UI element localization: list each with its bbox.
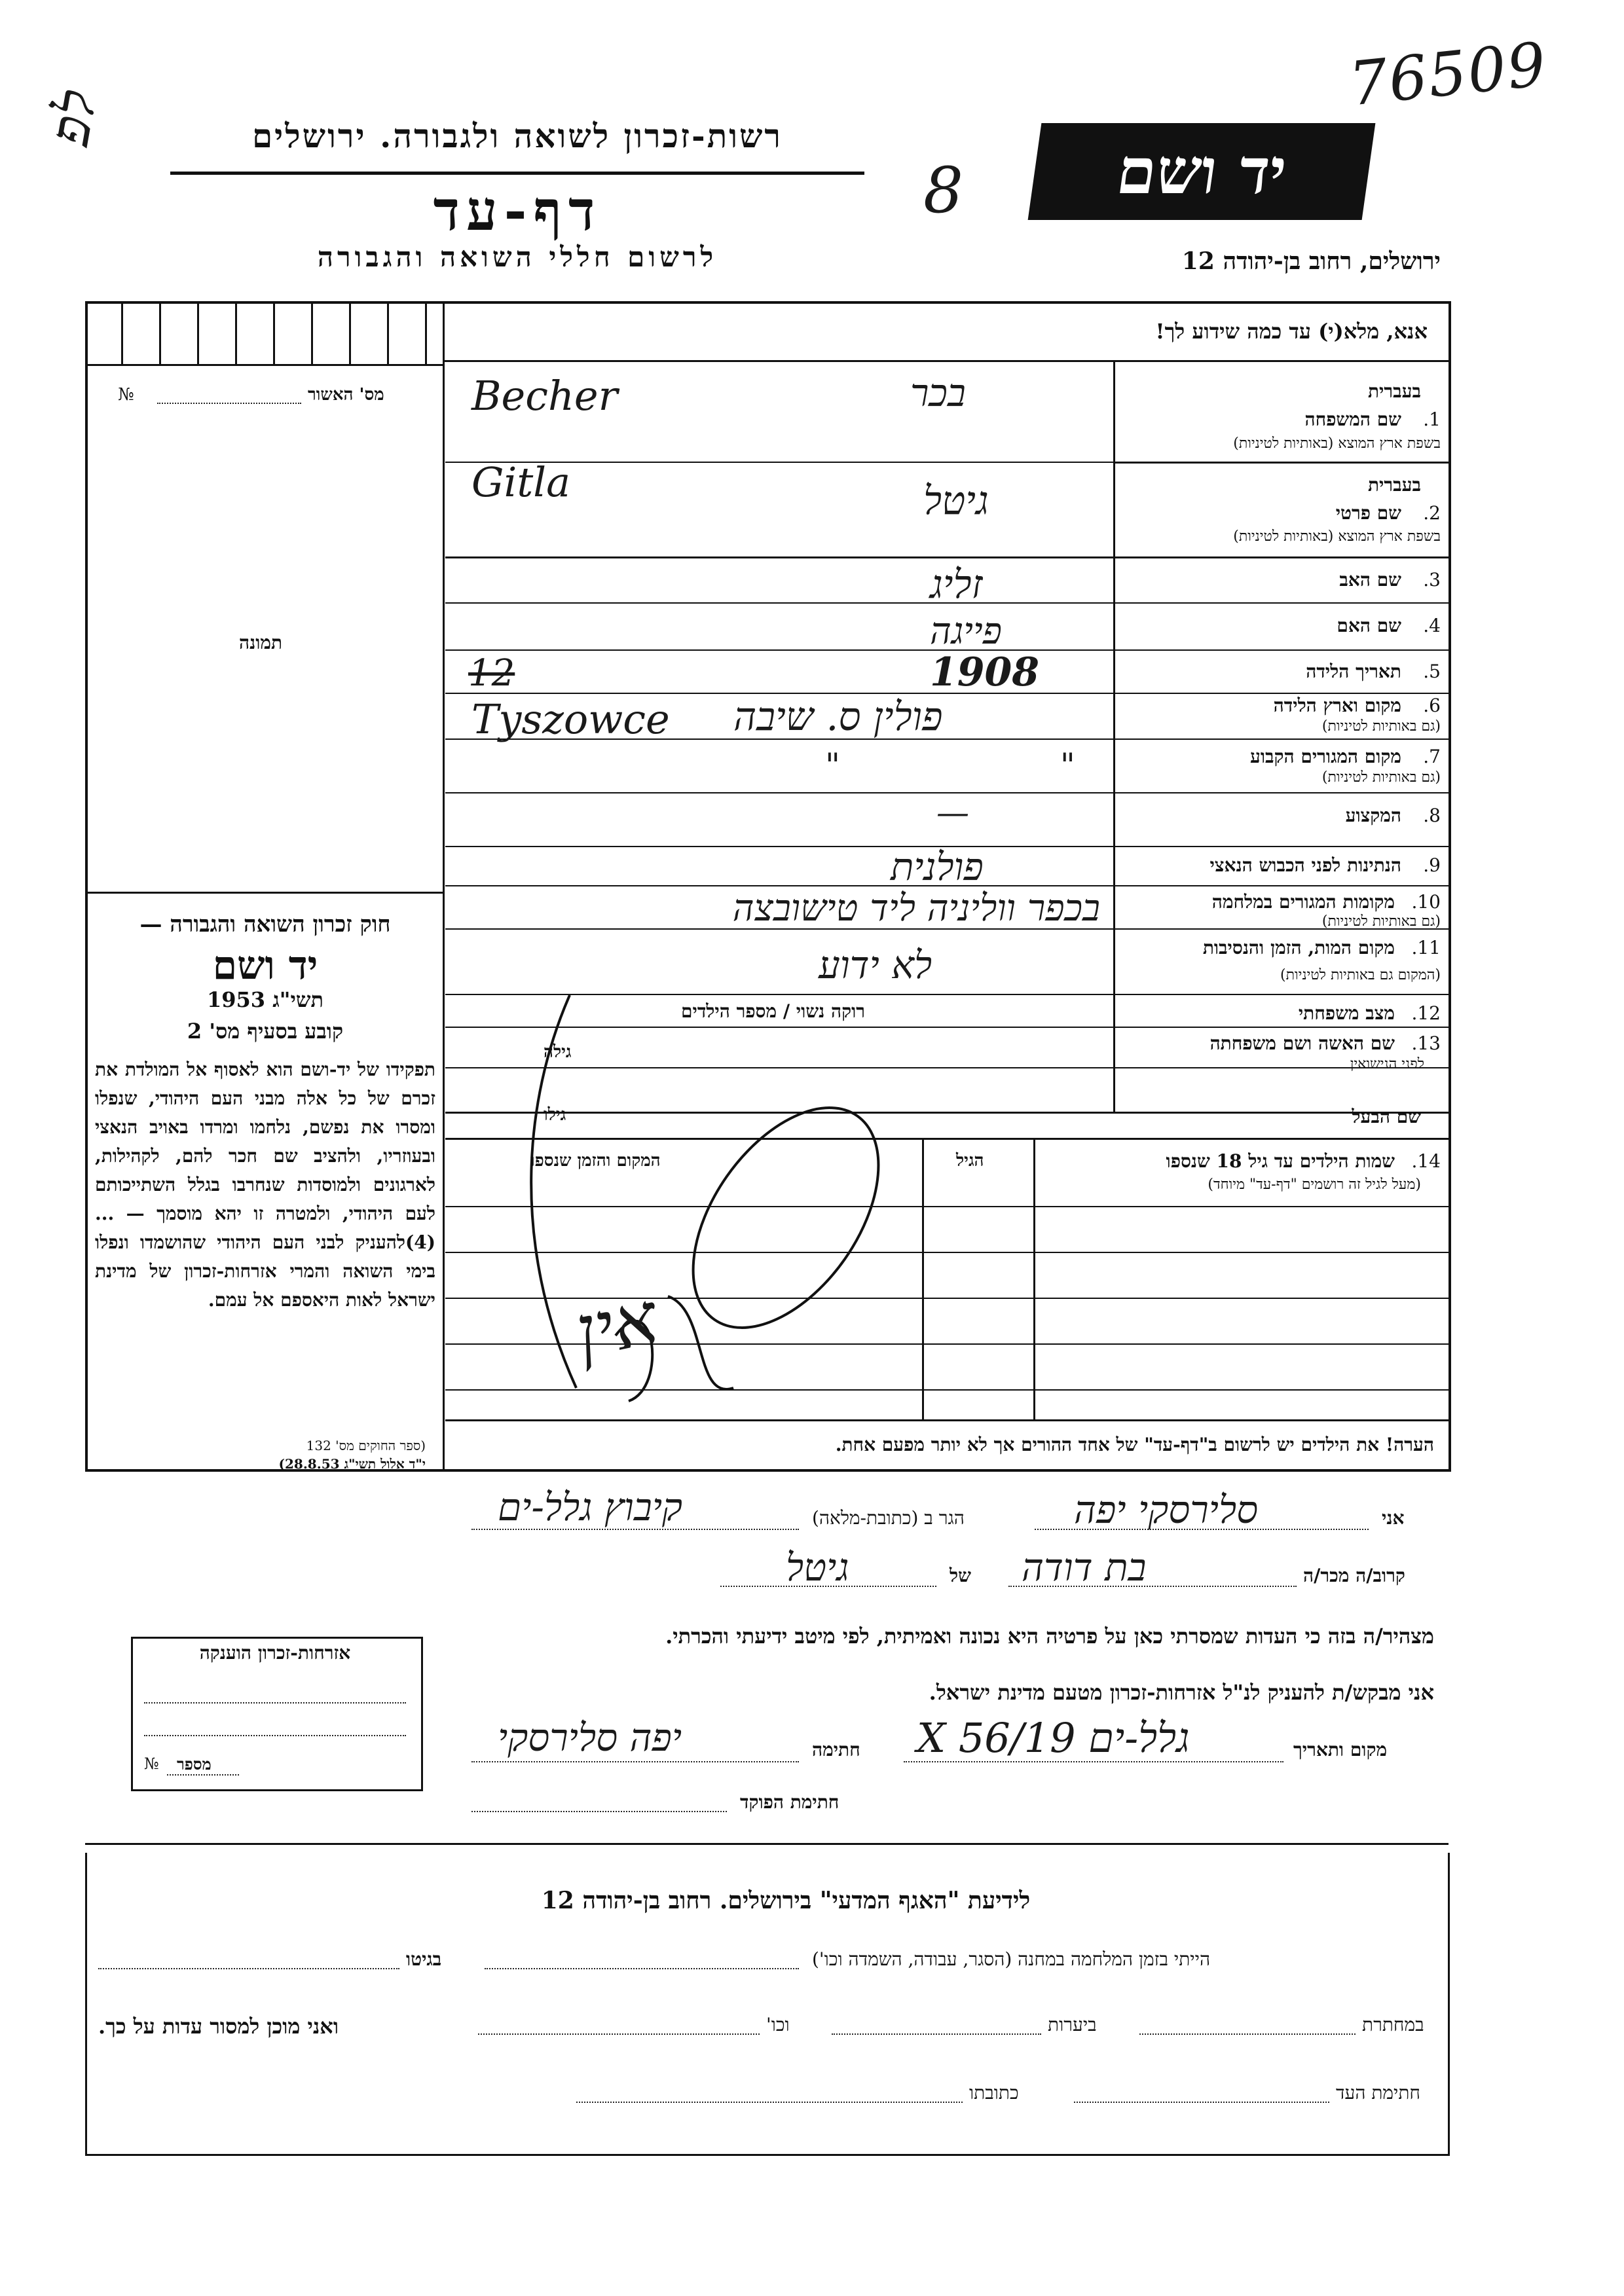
field-1-latin[interactable]: Becher (471, 372, 618, 420)
instruction: אנא, מלא(י) עד כמה שידוע לך! (1155, 319, 1428, 344)
children-label-text: שמות הילדים עד גיל 18 שנספו (1166, 1150, 1395, 1172)
footer-line1: הייתי בזמן המלחמה במחנה (הסגר, עבודה, השמדה וכו') (812, 1948, 1211, 1970)
field-6-value[interactable]: פולין ס. שיבה (733, 694, 943, 740)
field-5-num: 5. (1423, 661, 1441, 682)
field-1-num: 1. (1423, 409, 1441, 430)
law-clause: קובע בסעיף מס' 2 (187, 1019, 344, 1044)
field-1-sub: בשפת ארץ המוצא (באותיות לטיניות) (1233, 435, 1441, 452)
header-rule (170, 172, 864, 175)
field-9-label (1126, 855, 1401, 876)
field-12-num: 12. (1411, 1002, 1441, 1024)
field-6-label (1126, 695, 1401, 716)
decl-of: של (950, 1565, 971, 1586)
row-sep-1 (1113, 462, 1449, 464)
field-2-label-text: שם פרטי (1335, 502, 1401, 524)
archive-number: 76509 (1346, 29, 1551, 120)
decl-prefix: אני (1382, 1507, 1405, 1529)
field-5-label (1126, 661, 1401, 682)
field-6-sub: (גם באותיות לטיניות) (1321, 718, 1441, 735)
row-sep-2 (445, 556, 1449, 558)
field-10-label-text: מקומות המגורים במלחמה (1211, 891, 1395, 913)
field-4-value[interactable]: פייגה (930, 610, 1003, 653)
children-vr-1 (1033, 1138, 1035, 1419)
citizenship-number-label: מספר (177, 1755, 212, 1774)
field-13-sub: לפני הנישואין (1350, 1056, 1424, 1072)
field-6-num: 6. (1423, 695, 1441, 716)
field-2-latin[interactable]: Gitla (471, 458, 571, 506)
field-1-heb (1126, 381, 1421, 402)
header-address: ירושלים, רחוב בן-יהודה 12 (1181, 247, 1441, 275)
footer-dots-1 (485, 1968, 799, 1969)
field-11-label-text: מקום המות, הזמן והנסיבות (1202, 937, 1395, 958)
field-8-label-text: המקצוע (1345, 805, 1401, 826)
field-2-num: 2. (1423, 502, 1441, 524)
field-2-heb-text: בעברית (1367, 474, 1421, 496)
field-1-label-text: שם המשפחה (1304, 409, 1401, 430)
field-3-num: 3. (1423, 569, 1441, 591)
cit-dots-1 (144, 1702, 406, 1704)
children-label (1061, 1151, 1395, 1172)
field-12-value[interactable]: רוקה נשוי / מספר הילדים (681, 1000, 865, 1022)
field-3-label (1126, 570, 1401, 591)
decl-relation-prefix: קרוב/ה מכר/ה (1303, 1565, 1405, 1586)
org-name: רשות-זכרון לשואה ולגבורה. ירושלים (251, 117, 783, 155)
decl-ofname-dots (720, 1586, 936, 1587)
field-5-day-scrawl: 12 (468, 652, 515, 695)
footer-line2-end: ואני מוכן למסור עדות על כך. (98, 2014, 339, 2039)
decl-of-name[interactable]: גיטל (786, 1545, 849, 1590)
field-11-value[interactable]: לא ידוע (819, 943, 932, 987)
field-8-num: 8. (1423, 805, 1441, 826)
footer-line3-b: כתובתו (969, 2082, 1019, 2104)
place-date-dots (904, 1761, 1283, 1762)
note: הערה! את הילדים יש לרשום ב"דף-עד" של אחד ההורים אך לא יותר מפעם אחת. (835, 1434, 1434, 1455)
form-title: דף-עד (433, 178, 602, 243)
field-10-sub: (גם באותיות לטיניות) (1321, 913, 1441, 930)
field-13-label (1126, 1033, 1395, 1054)
law-year: תשי"ג 1953 (207, 987, 323, 1012)
field-7-sub: (גם באותיות לטיניות) (1321, 769, 1441, 786)
scrawl-loop (655, 1074, 916, 1360)
law-name: יד ושם (212, 943, 318, 989)
cert-label: מס' האשור (308, 385, 384, 405)
footer-dots-2a (1139, 2033, 1356, 2035)
instruction-rule (443, 360, 1449, 362)
children-col-age: הגיל (956, 1151, 984, 1171)
footer-title: לידיעת "האגף המדעי" בירושלים. רחוב בן-יהודה 12 (541, 1887, 1031, 1914)
field-10-num: 10. (1411, 891, 1441, 913)
citizenship-no-sign: № (144, 1755, 159, 1773)
code-boxes (85, 301, 443, 366)
field-2-sub: בשפת ארץ המוצא (באותיות לטיניות) (1233, 528, 1441, 545)
children-scrawl-text: אין (568, 1275, 665, 1375)
field-1-heb-text: בעברית (1367, 380, 1421, 402)
field-13-age: גילה (544, 1042, 572, 1062)
photo-law-sep (85, 892, 443, 894)
yad-vashem-logo: יד ושם (1028, 123, 1376, 220)
children-col-place: המקום והזמן שנספו (530, 1151, 661, 1171)
footer-dots-3a (1074, 2102, 1329, 2103)
photo-label: תמונה (239, 632, 283, 653)
decl-name[interactable]: סלירסקי יפה (1074, 1487, 1259, 1532)
decl-rel-dots (1008, 1586, 1297, 1587)
field-13-num: 13. (1411, 1032, 1441, 1054)
decl-request: אני מבקש/ת להעניק לנ"ל אזרחות-זכרון מטעם מדינת ישראל. (929, 1680, 1434, 1705)
footer-dots-3b (576, 2102, 963, 2103)
footer-line1-end: בגיטו (406, 1948, 442, 1970)
decl-addr-dots (471, 1529, 799, 1530)
signature-label: חתימה (812, 1739, 860, 1760)
margin-mark: לפ (36, 84, 109, 150)
field-2-heb (1126, 475, 1421, 496)
field-7-label-text: מקום המגורים הקבוע (1250, 746, 1401, 767)
footer-dots-2b (832, 2033, 1041, 2035)
law-source-1: (ספר החוקים מס' 132 (306, 1438, 426, 1453)
page-mark: 8 (923, 154, 964, 227)
cit-dots-3 (167, 1774, 239, 1776)
form-subtitle: לרשום חללי השואה והגבורה (317, 241, 718, 273)
field-10-value[interactable]: בכפר ווליניה ליד טישובצה (732, 887, 1100, 930)
husband-age: גילו (544, 1105, 566, 1125)
decl-mid: הגר ב (כתובת-מלאה) (812, 1507, 965, 1529)
footer-dots-1b (98, 1968, 399, 1969)
footer-line2-c: וכו' (766, 2014, 790, 2035)
declaration-top (443, 1469, 1449, 1471)
cert-no-sign: № (118, 385, 134, 405)
left-column-divider (443, 301, 445, 1469)
cit-dots-2 (144, 1735, 406, 1736)
field-3-value[interactable]: זליג (930, 562, 983, 608)
field-11-sub: (המקום גם באותיות לטיניות) (1280, 967, 1441, 983)
place-date[interactable]: גלל-ים 19/X 56 (917, 1714, 1190, 1762)
decl-name-dots (1035, 1529, 1369, 1530)
field-7-value[interactable]: " " (825, 746, 1180, 784)
decl-relation[interactable]: בת דודה (1022, 1545, 1147, 1590)
label-column-divider (1113, 360, 1115, 1112)
field-4-num: 4. (1423, 615, 1441, 636)
clerk-label: חתימת הפוקד (740, 1791, 840, 1813)
children-sub: (מעל לגיל זה רושמים "דף-עד" מיוחד) (1208, 1176, 1421, 1193)
field-11-num: 11. (1411, 937, 1441, 958)
footer-dots-2c (478, 2033, 760, 2035)
field-9-num: 9. (1423, 854, 1441, 876)
law-title: חוק זכרון השואה והגבורה — (139, 911, 391, 938)
scrawl-stroke-1 (531, 995, 576, 1388)
field-5-value[interactable]: 1908 (930, 649, 1039, 695)
field-6-latin[interactable]: Tyszowce (471, 695, 670, 743)
field-5-label-text: תאריך הלידה (1306, 661, 1401, 682)
citizenship-title: אזרחות-זכרון הוענקה (199, 1642, 351, 1664)
field-13-label-text: שם האשה ושם משפחתה (1209, 1032, 1395, 1054)
field-10-label (1126, 892, 1395, 913)
cert-dots (157, 403, 301, 404)
field-9-label-text: הנתינות לפני הכבוש הנאצי (1209, 854, 1401, 876)
field-1-label (1126, 409, 1401, 430)
field-11-label (1126, 938, 1395, 958)
field-4-label (1126, 615, 1401, 636)
decl-statement: מצהיר/ה בזה כי העדות שמסרתי כאן על פרטיה היא נכונה ואמיתית, לפי מיטב ידיעתי והכרתי. (665, 1624, 1434, 1649)
field-12-label-text: מצב משפחתי (1298, 1002, 1395, 1024)
field-9-value[interactable]: פולנית (891, 845, 984, 889)
signature-dots (471, 1761, 799, 1762)
children-num: 14. (1411, 1150, 1441, 1172)
field-12-label (1126, 1003, 1395, 1024)
field-2-label (1126, 503, 1401, 524)
field-8-label (1126, 805, 1401, 826)
law-body: תפקידו של יד-ושם הוא לאסוף אל המולדת את זכרם של כל אלה מבני העם היהודי, שנפלו ומסרו את נפשם, נלחמו ומרדו באויב הנאצי ובעוזריו, ולהציב שם חכר להם, לקהילות, לארגונים ולמוסדות שנחרבו בגלל השתייכותם לעם היהודי, ולמטרה זו יהא מוסמך — ...(4)להעניק לבני העם היהודי שהושמדו ונפלו בימי השואה והמרי אזרחות-זכרון של מדינת ישראל לאות היאספם אל עמם. (95, 1059, 435, 1311)
field-3-label-text: שם האב (1339, 569, 1401, 591)
signature[interactable]: יפה סלירסקי (498, 1715, 682, 1760)
husband-label (1126, 1106, 1421, 1127)
field-6-label-text: מקום וארץ הלידה (1273, 695, 1401, 716)
place-date-label: מקום ותאריך (1293, 1739, 1388, 1760)
field-1-value[interactable]: בכר (910, 371, 966, 415)
field-7-num: 7. (1423, 746, 1441, 767)
footer-line3-a: חתימת העד (1336, 2082, 1420, 2104)
footer-line2-b: ביערות (1048, 2014, 1097, 2035)
law-source-2: י"ד אלול תשי"ג 28.8.53) (278, 1456, 426, 1472)
decl-address[interactable]: קיבוץ גלל-ים (498, 1485, 683, 1529)
footer-border-outer (85, 1843, 1449, 1845)
field-8-value[interactable]: — (936, 793, 969, 831)
field-2-value[interactable]: גיטל (923, 478, 989, 524)
husband-label-text: שם הבעל (1352, 1106, 1421, 1127)
footer-line2-a: במחתרת (1362, 2014, 1424, 2035)
clerk-dots (471, 1811, 727, 1812)
pen-scrawl (498, 969, 969, 1440)
field-4-label-text: שם האם (1337, 615, 1401, 636)
